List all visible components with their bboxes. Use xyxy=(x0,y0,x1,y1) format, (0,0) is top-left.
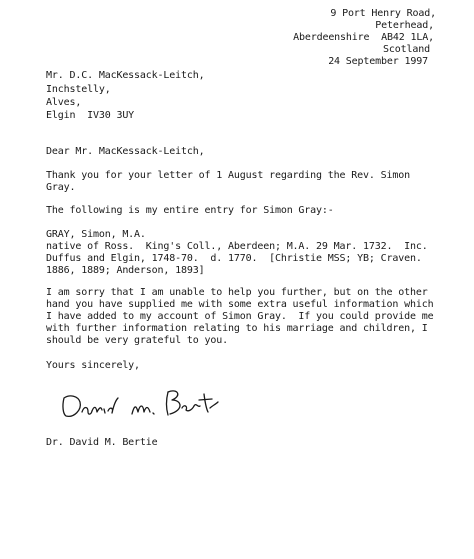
entry-line2: native of Ross. King's Coll., Aberdeen; M.A. 29 Mar. 1732. Inc. xyxy=(46,241,428,252)
paragraph2: The following is my entire entry for Simon Gray:- xyxy=(46,205,334,216)
sender-address-line4: Scotland xyxy=(383,44,430,55)
entry-line1: GRAY, Simon, M.A. xyxy=(46,229,146,240)
recipient-line2: Inchstelly, xyxy=(46,84,111,95)
recipient-line4: Elgin IV30 3UY xyxy=(46,110,135,121)
sender-address-line2: Peterhead, xyxy=(375,20,434,31)
entry-line4: 1886, 1889; Anderson, 1893] xyxy=(46,265,205,276)
recipient-line1: Mr. D.C. MacKessack-Leitch, xyxy=(46,70,205,81)
paragraph3-line5: should be very grateful to you. xyxy=(46,335,228,346)
paragraph1-line2: Gray. xyxy=(46,182,76,193)
paragraph3-line1: I am sorry that I am unable to help you further, but on the other xyxy=(46,287,428,298)
letter-date: 24 September 1997 xyxy=(328,56,428,67)
sender-address-line3: Aberdeenshire AB42 1LA, xyxy=(293,32,434,43)
paragraph3-line3: I have added to my account of Simon Gray. If you could provide me xyxy=(46,311,434,322)
signatory-name: Dr. David M. Bertie xyxy=(46,437,158,448)
sender-address-line1: 9 Port Henry Road, xyxy=(330,8,436,19)
paragraph3-line4: with further information relating to his marriage and children, I xyxy=(46,323,428,334)
paragraph1-line1: Thank you for your letter of 1 August regarding the Rev. Simon xyxy=(46,170,410,181)
entry-line3: Duffus and Elgin, 1748-70. d. 1770. [Christie MSS; YB; Craven. xyxy=(46,253,422,264)
recipient-line3: Alves, xyxy=(46,97,82,108)
closing: Yours sincerely, xyxy=(46,360,140,371)
salutation: Dear Mr. MacKessack-Leitch, xyxy=(46,146,205,157)
paragraph3-line2: hand you have supplied me with some extra useful information which xyxy=(46,299,434,310)
handwritten-signature xyxy=(58,384,228,424)
